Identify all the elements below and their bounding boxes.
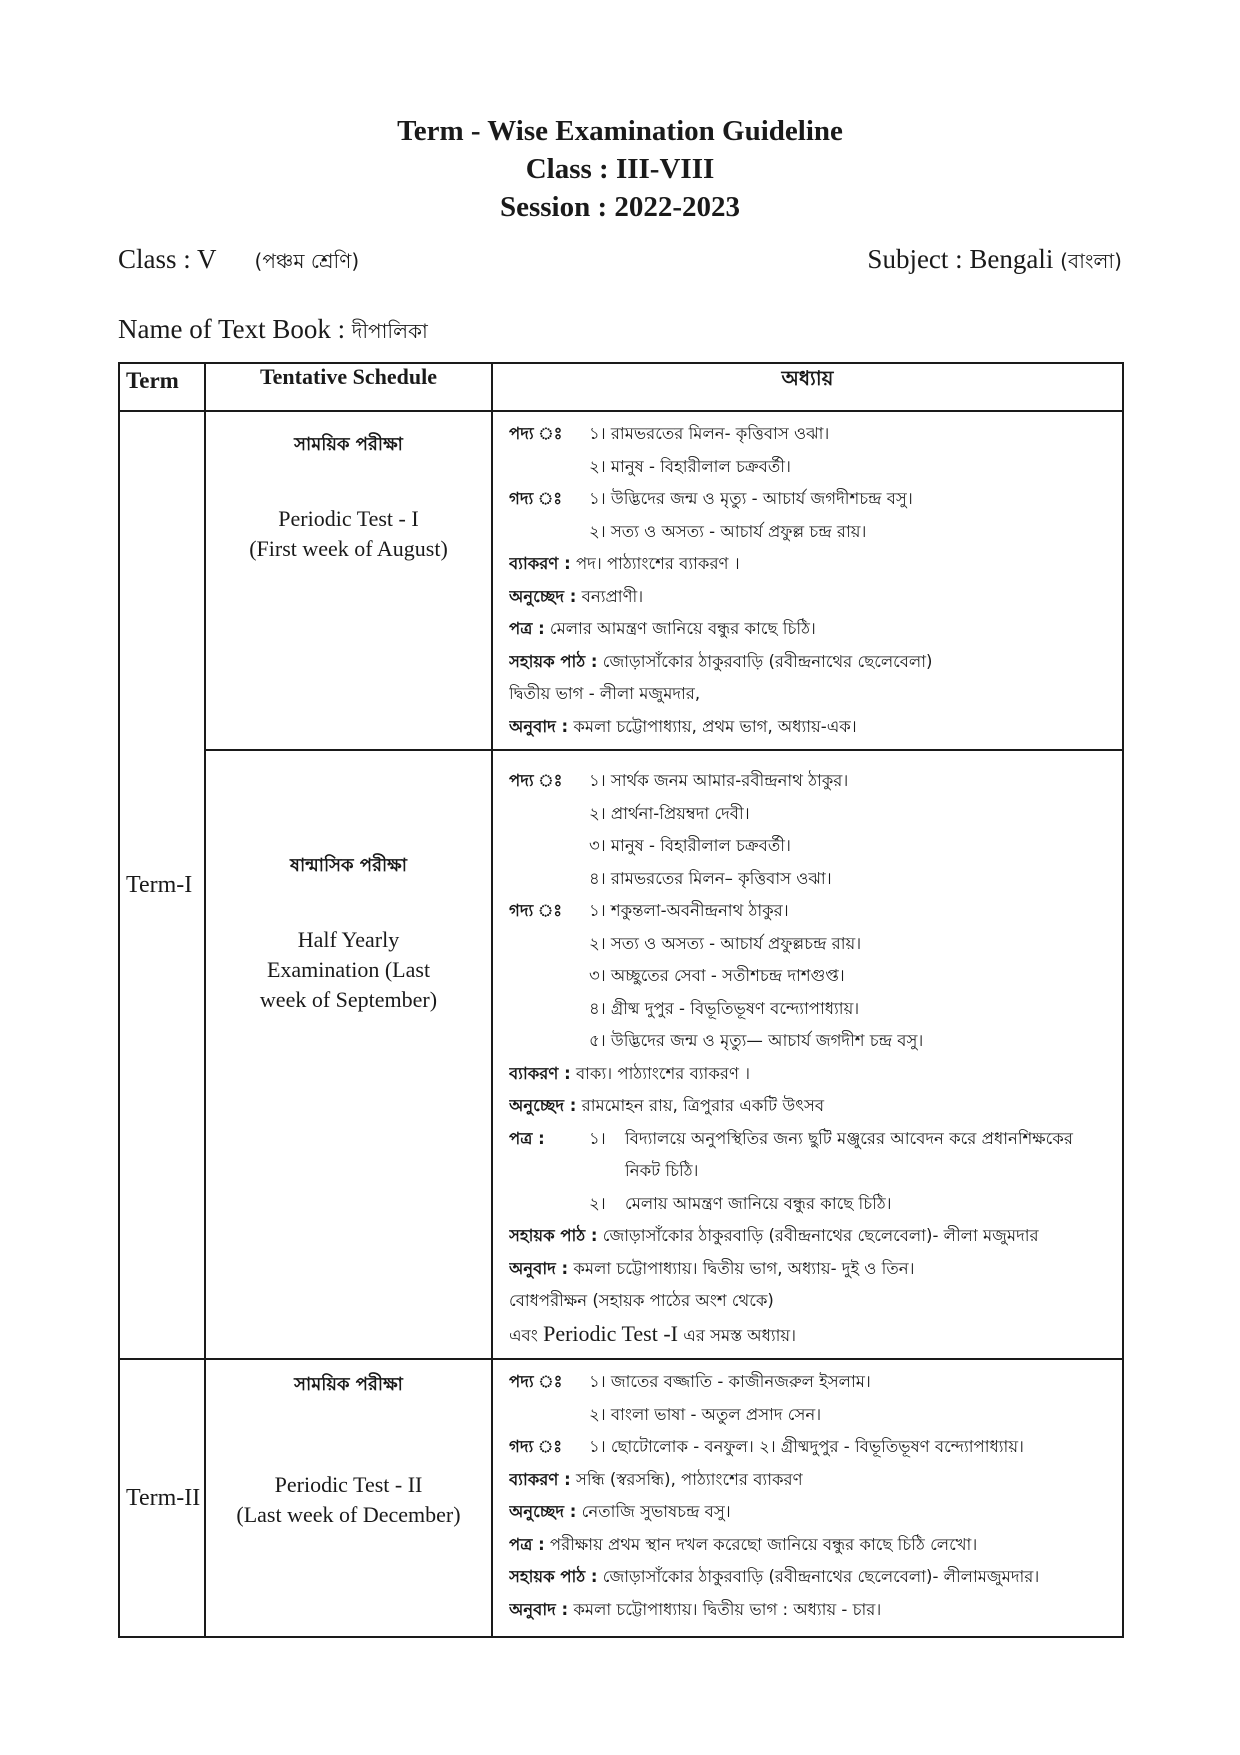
content-periodic-2 [492, 1359, 1123, 1637]
gadya-label: গদ্য ঃ [509, 901, 563, 920]
list-item [509, 1464, 1122, 1497]
padya-label: পদ্য ঃ [509, 1372, 563, 1391]
table-header-row [119, 363, 1123, 411]
list-item [509, 1594, 1122, 1627]
list-item [509, 1366, 1122, 1399]
patra-text: মেলার আমন্ত্রণ জানিয়ে বন্ধুর কাছে চিঠি। [549, 619, 816, 638]
anuchhed-text: রামমোহন রায়, ত্রিপুরার একটি উৎসব [581, 1096, 825, 1115]
patra-text: মেলায় আমন্ত্রণ জানিয়ে বন্ধুর কাছে চিঠি। [625, 1193, 892, 1213]
class-label: Class : V [118, 244, 217, 274]
sahayak-label: সহায়ক পাঠ : [509, 1567, 598, 1586]
list-item [509, 895, 1122, 928]
gadya-item: ২। সত্য ও অসত্য - আচার্য প্রফুল্ল চন্দ্র রায়। [589, 521, 867, 541]
list-item [509, 830, 1122, 863]
list-item [509, 993, 1122, 1026]
schedule-half-yearly [205, 750, 492, 1359]
doc-title: Term - Wise Examination Guideline [397, 115, 843, 147]
list-item [509, 1025, 1122, 1058]
anubad-text: কমলা চট্টোপাধ্যায়। দ্বিতীয় ভাগ, অধ্যায়- দুই ও তিন। [573, 1258, 915, 1278]
class-bn: (পঞ্চম শ্রেণি) [254, 249, 360, 273]
list-item [509, 1155, 1122, 1188]
anubad-label: অনুবাদ : [509, 1599, 569, 1619]
gadya-item: ৪। গ্রীষ্ম দুপুর - বিভূতিভূষণ বন্দ্যোপাধ্যায়। [589, 998, 860, 1018]
list-item [509, 1561, 1122, 1594]
textbook-info [118, 314, 428, 350]
gadya-label: গদ্য ঃ [509, 1437, 563, 1456]
list-item [509, 765, 1122, 798]
final-text-en: Periodic Test -I [543, 1320, 679, 1346]
subject-label: Subject : Bengali [867, 244, 1054, 274]
list-item [509, 1123, 1122, 1156]
anuchhed-label: অনুচ্ছেদ : [509, 1502, 577, 1521]
list-item [509, 1529, 1122, 1562]
list-item [509, 418, 1122, 451]
doc-session: Session : 2022-2023 [499, 191, 741, 223]
byakaran-text: বাক্য। পাঠ্যাংশের ব্যাকরণ । [575, 1063, 751, 1083]
padya-label: পদ্য ঃ [509, 771, 563, 790]
header-schedule: Tentative Schedule [205, 363, 492, 411]
list-item [509, 1058, 1122, 1091]
anuchhed-text: নেতাজি সুভাষচন্দ্র বসু। [581, 1502, 731, 1521]
sahayak-text: জোড়াসাঁকোর ঠাকুরবাড়ি (রবীন্দ্রনাথের ছেলেবেলা)- লীলা মজুমদার [602, 1226, 1039, 1245]
padya-item: ২। প্রার্থনা-প্রিয়ম্বদা দেবী। [589, 803, 750, 823]
table-row [119, 750, 1123, 1359]
final-text: এবং [509, 1325, 538, 1345]
content-half-yearly [492, 750, 1123, 1359]
schedule-en-line: week of September) [259, 987, 438, 1012]
anubad-label: অনুবাদ : [509, 716, 569, 736]
doc-classes: Class : III-VIII [525, 153, 715, 185]
list-item [509, 516, 1122, 549]
list-item [509, 1399, 1122, 1432]
padya-item: ১। জাতের বজ্জাতি - কাজীনজরুল ইসলাম। [589, 1372, 871, 1391]
final-text: এর সমস্ত অধ্যায়। [683, 1325, 797, 1345]
patra-text: বিদ্যালয়ে অনুপস্থিতির জন্য ছুটি মঞ্জুরের আবেদন করে প্রধানশিক্ষকের [625, 1128, 1073, 1148]
schedule-en-line: Half Yearly [297, 927, 400, 952]
textbook-name: দীপালিকা [351, 319, 428, 343]
list-item [509, 1090, 1122, 1123]
patra-text: পরীক্ষায় প্রথম স্থান দখল করেছো জানিয়ে বন্ধুর কাছে চিঠি লেখো। [549, 1534, 978, 1554]
gadya-item: ১। উদ্ভিদের জন্ম ও মৃত্যু - আচার্য জগদীশচন্দ্র বসু। [589, 489, 913, 508]
padya-item: ২। বাংলা ভাষা - অতুল প্রসাদ সেন। [589, 1404, 822, 1424]
subject-info [867, 244, 1122, 280]
schedule-en-line: Periodic Test - II [274, 1472, 423, 1497]
schedule-en-line: Examination (Last [266, 957, 431, 982]
list-item [509, 678, 1122, 711]
schedule-en-line: (First week of August) [249, 536, 448, 561]
gadya-label: গদ্য ঃ [509, 489, 563, 508]
list-item [509, 451, 1122, 484]
schedule-bn-title: সাময়িক পরীক্ষা [294, 434, 403, 455]
sahayak-text: জোড়াসাঁকোর ঠাকুরবাড়ি (রবীন্দ্রনাথের ছেলেবেলা)- লীলামজুমদার। [602, 1567, 1040, 1586]
patra-number: ১। [589, 1128, 606, 1148]
schedule-bn-title: ষান্মাসিক পরীক্ষা [290, 855, 407, 876]
sahayak-label: সহায়ক পাঠ : [509, 1226, 598, 1245]
patra-text: নিকট চিঠি। [625, 1161, 699, 1180]
padya-item: ১। সার্থক জনম আমার-রবীন্দ্রনাথ ঠাকুর। [589, 771, 849, 790]
list-item [509, 798, 1122, 831]
gadya-item: ১। শকুন্তলা-অবনীন্দ্রনাথ ঠাকুর। [589, 901, 789, 920]
header-term: Term [119, 363, 205, 411]
list-item [509, 646, 1122, 679]
byakaran-text: সন্ধি (স্বরসন্ধি), পাঠ্যাংশের ব্যাকরণ [575, 1469, 803, 1489]
list-item [509, 863, 1122, 896]
byakaran-label: ব্যাকরণ : [509, 554, 571, 573]
anubad-label: অনুবাদ : [509, 1258, 569, 1278]
list-item [509, 1188, 1122, 1221]
class-info [118, 244, 359, 280]
padya-item: ৪। রামভরতের মিলন– কৃত্তিবাস ওঝা। [589, 868, 832, 888]
patra-label: পত্র : [509, 619, 545, 638]
anuchhed-label: অনুচ্ছেদ : [509, 586, 577, 606]
padya-item: ৩। মানুষ - বিহারীলাল চক্রবর্তী। [589, 836, 791, 855]
padya-label: পদ্য ঃ [509, 424, 563, 443]
gadya-item: ৩। অচ্ছুতের সেবা - সতীশচন্দ্র দাশগুপ্ত। [589, 966, 845, 985]
schedule-en-line: (Last week of December) [236, 1502, 461, 1527]
subject-bn: (বাংলা) [1060, 249, 1122, 273]
guideline-table [118, 362, 1124, 1638]
schedule-periodic-1 [205, 411, 492, 750]
list-item [509, 1318, 1122, 1353]
anubad-text: কমলা চট্টোপাধ্যায়। দ্বিতীয় ভাগ : অধ্যায় - চার। [573, 1599, 882, 1619]
list-item [509, 960, 1122, 993]
term-1-label: Term-I [119, 411, 205, 1359]
gadya-item: ২। সত্য ও অসত্য - আচার্য প্রফুল্লচন্দ্র রায়। [589, 933, 862, 953]
patra-label: পত্র : [509, 1128, 545, 1148]
sahayak-label: সহায়ক পাঠ : [509, 651, 598, 671]
content-periodic-1 [492, 411, 1123, 750]
sahayak-text: জোড়াসাঁকোর ঠাকুরবাড়ি (রবীন্দ্রনাথের ছেলেবেলা) [602, 651, 933, 671]
gadya-item: ১। ছোটোলোক - বনফুল। ২। গ্রীষ্মদুপুর - বিভূতিভূষণ বন্দ্যোপাধ্যায়। [589, 1437, 1024, 1456]
gadya-item: ৫। উদ্ভিদের জন্ম ও মৃত্যু— আচার্য জগদীশ চন্দ্র বসু। [589, 1031, 924, 1050]
list-item [509, 711, 1122, 744]
padya-item: ২। মানুষ - বিহারীলাল চক্রবর্তী। [589, 456, 791, 476]
list-item [509, 1496, 1122, 1529]
byakaran-label: ব্যাকরণ : [509, 1063, 571, 1083]
sahayak-text: দ্বিতীয় ভাগ - লীলা মজুমদার, [509, 684, 701, 703]
list-item [509, 1220, 1122, 1253]
header-content: অধ্যায় [492, 363, 1123, 411]
list-item [509, 1285, 1122, 1318]
padya-item: ১। রামভরতের মিলন- কৃত্তিবাস ওঝা। [589, 424, 830, 443]
anuchhed-label: অনুচ্ছেদ : [509, 1096, 577, 1115]
list-item [509, 928, 1122, 961]
anuchhed-text: বন্যপ্রাণী। [581, 586, 644, 606]
term-2-label: Term-II [119, 1359, 205, 1637]
table-row [119, 1359, 1123, 1637]
table-row [119, 411, 1123, 750]
bodh-text: বোধপরীক্ষন (সহায়ক পাঠের অংশ থেকে) [509, 1291, 774, 1310]
document-header [0, 112, 1240, 226]
schedule-periodic-2 [205, 1359, 492, 1637]
anubad-text: কমলা চট্টোপাধ্যায়, প্রথম ভাগ, অধ্যায়-এক। [573, 716, 857, 736]
schedule-en-line: Periodic Test - I [278, 506, 419, 531]
list-item [509, 1253, 1122, 1286]
list-item [509, 483, 1122, 516]
list-item [509, 548, 1122, 581]
patra-number: ২। [589, 1193, 606, 1213]
byakaran-text: পদ। পাঠ্যাংশের ব্যাকরণ । [575, 554, 740, 573]
list-item [509, 613, 1122, 646]
textbook-label: Name of Text Book : [118, 314, 346, 344]
schedule-bn-title: সাময়িক পরীক্ষা [294, 1374, 403, 1395]
list-item [509, 1431, 1122, 1464]
patra-label: পত্র : [509, 1534, 545, 1554]
list-item [509, 581, 1122, 614]
byakaran-label: ব্যাকরণ : [509, 1469, 571, 1489]
